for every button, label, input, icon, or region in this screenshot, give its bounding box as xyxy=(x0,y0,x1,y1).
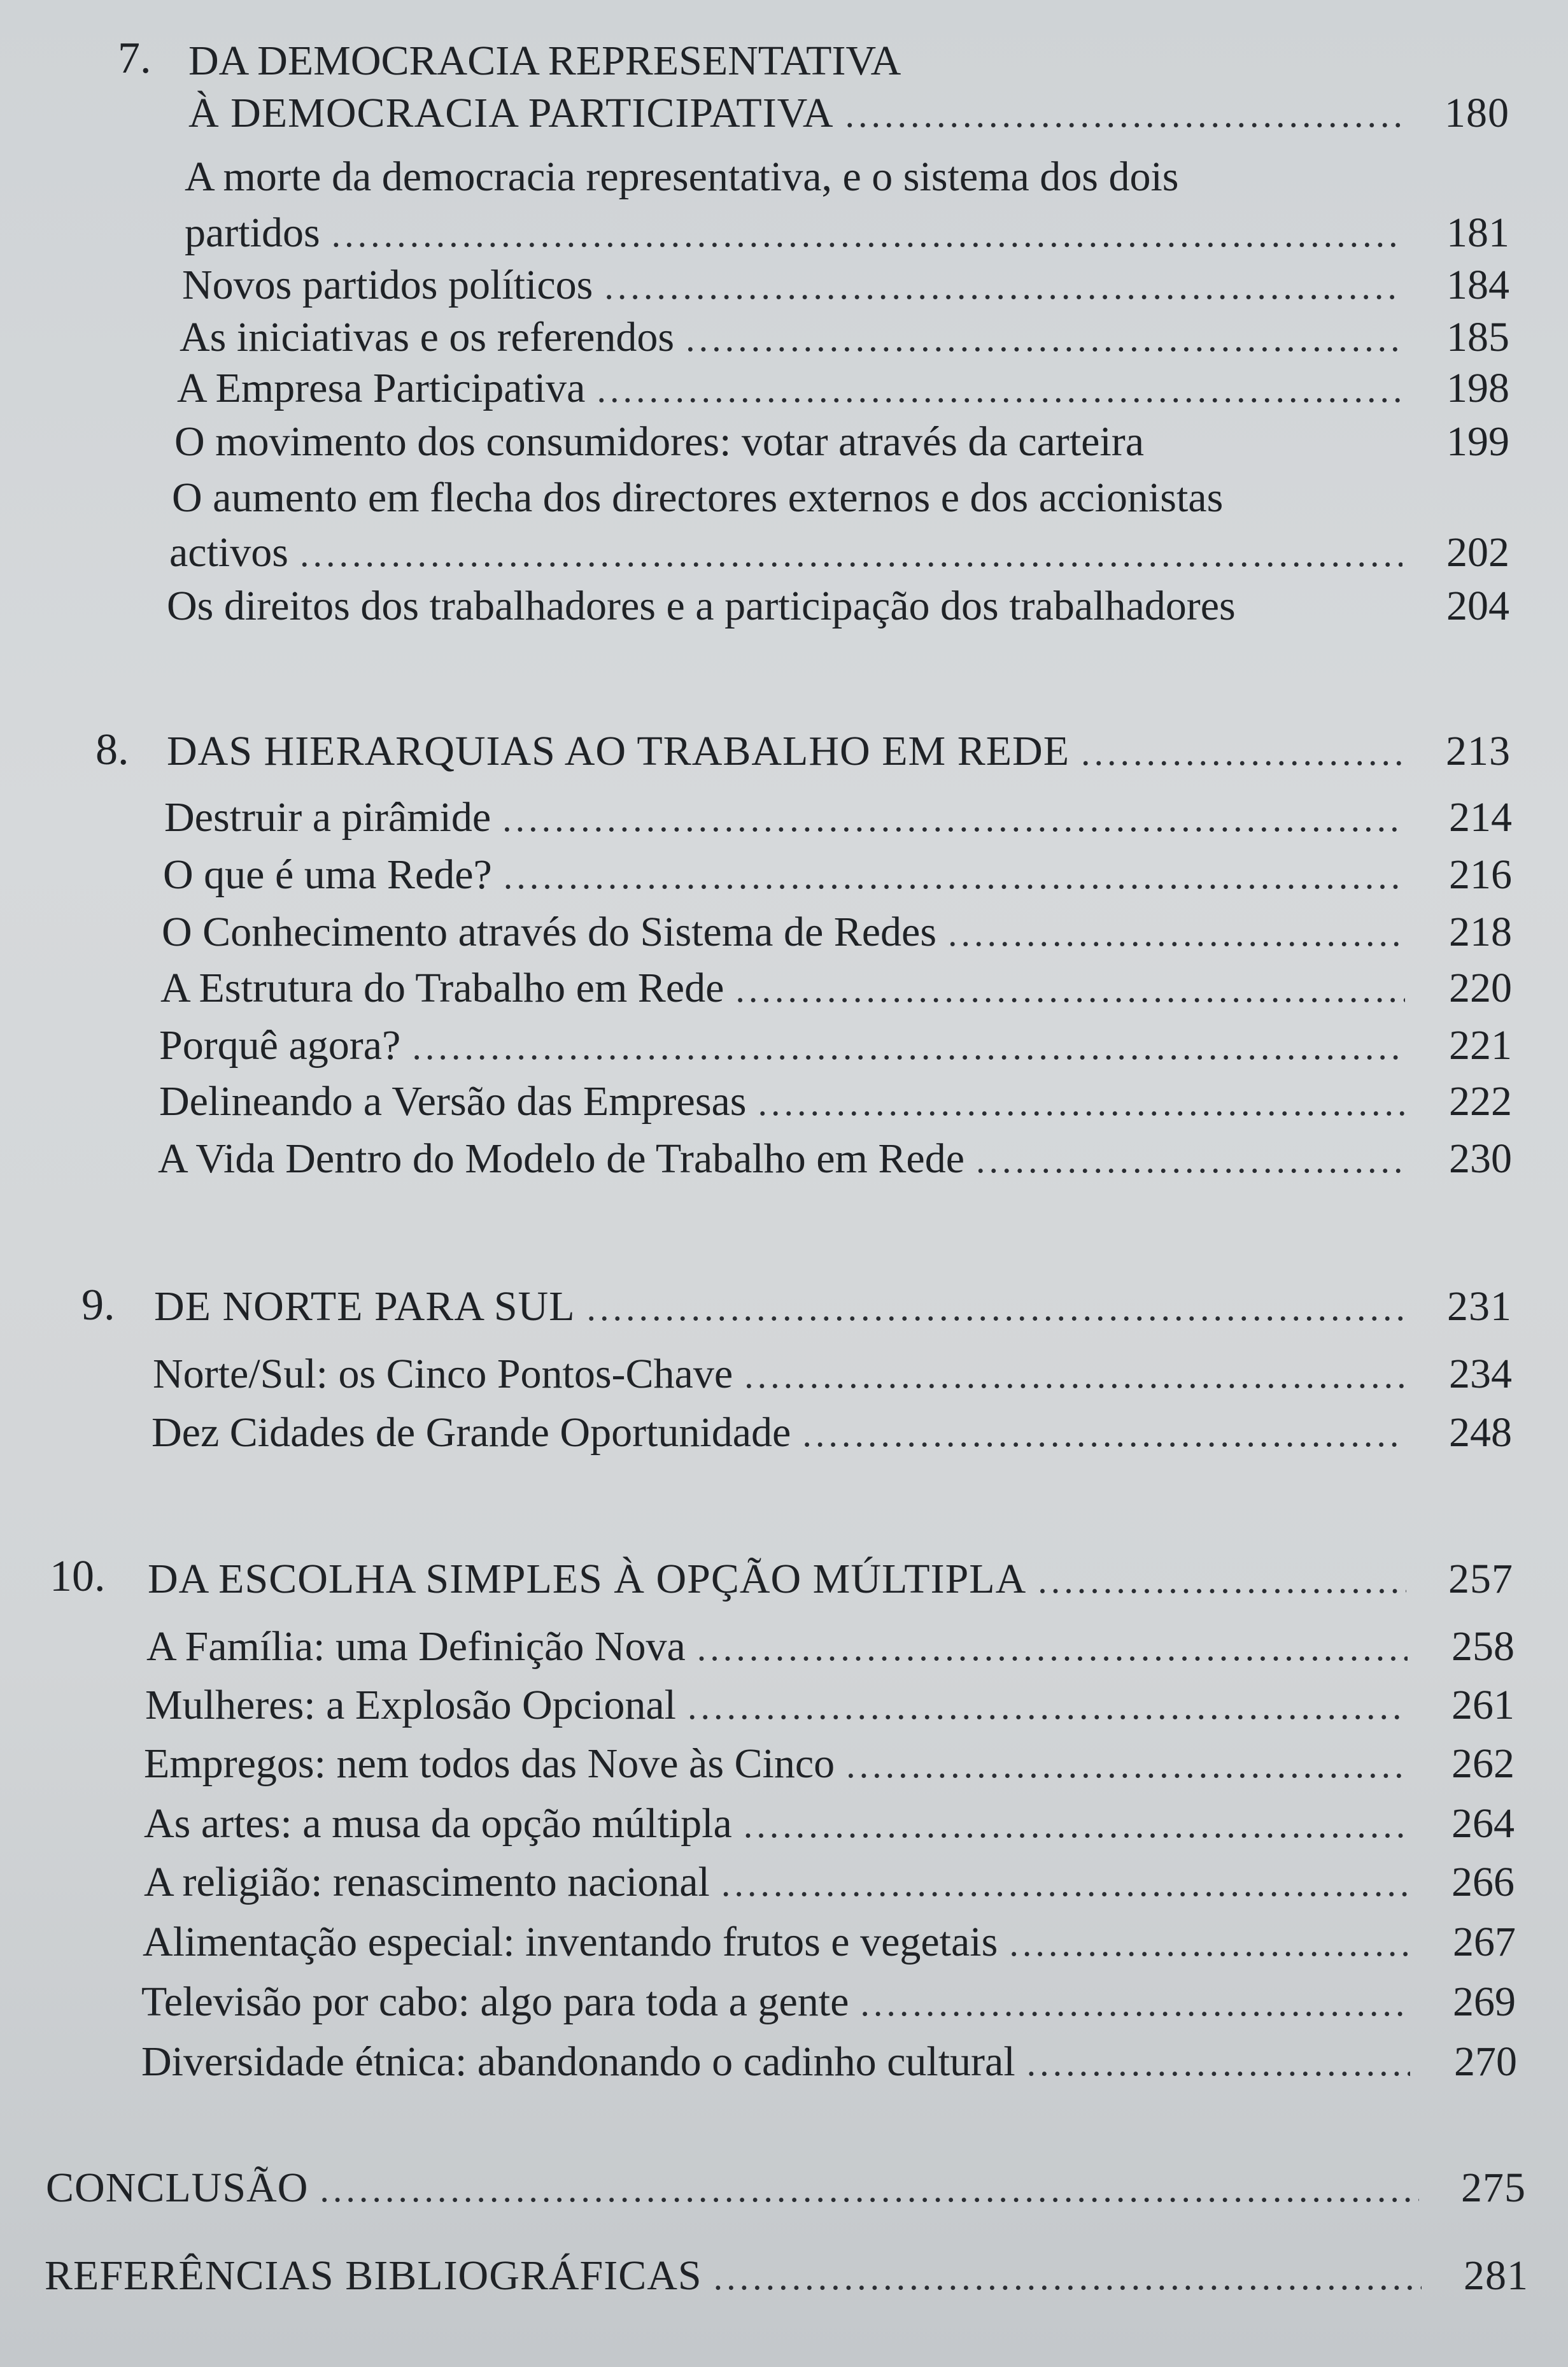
page-number: 231 xyxy=(1447,1283,1512,1330)
leader-dots xyxy=(320,2164,1419,2215)
entry-title: partidos xyxy=(185,210,320,256)
entry-title: A religião: renascimento nacional xyxy=(144,1859,710,1905)
chapter-title-line1: DA DEMOCRACIA REPRESENTATIVA xyxy=(188,38,901,84)
entry-title: Alimentação especial: inventando frutos e vegetais xyxy=(143,1919,998,1965)
toc-entry xyxy=(167,581,1509,633)
toc-entry xyxy=(164,792,1512,844)
page-number: 202 xyxy=(1446,529,1509,576)
entry-title: A Vida Dentro do Modelo de Trabalho em Rede xyxy=(158,1135,964,1182)
chapter-heading xyxy=(148,1554,1513,1606)
toc-entry xyxy=(141,2036,1517,2089)
toc-entry xyxy=(144,1857,1515,1909)
leader-dots xyxy=(1038,1555,1406,1606)
leader-dots xyxy=(697,1623,1408,1674)
toc-entry xyxy=(169,527,1509,579)
leader-dots xyxy=(860,1978,1409,2029)
chapter-title-line2: À DEMOCRACIA PARTICIPATIVA xyxy=(188,90,834,136)
page-number: 275 xyxy=(1461,2164,1526,2211)
leader-dots xyxy=(721,1858,1408,1909)
toc-entry xyxy=(159,1076,1512,1128)
toc-entry xyxy=(182,260,1509,312)
chapter-heading xyxy=(154,1281,1512,1333)
toc-entry xyxy=(144,1798,1515,1851)
page-number: 185 xyxy=(1446,314,1509,360)
entry-title: activos xyxy=(169,529,288,576)
chapter-title: DAS HIERARQUIAS AO TRABALHO EM REDE xyxy=(167,728,1070,774)
chapter-heading xyxy=(188,88,1509,140)
entry-title: As iniciativas e os referendos xyxy=(180,314,675,360)
entry-title: A Estrutura do Trabalho em Rede xyxy=(160,965,724,1011)
leader-dots xyxy=(714,2252,1422,2303)
leader-dots xyxy=(1081,727,1404,778)
entry-title: O que é uma Rede? xyxy=(163,851,492,898)
page-number: 199 xyxy=(1446,418,1509,465)
entry-title: Novos partidos políticos xyxy=(182,262,593,308)
leader-dots xyxy=(597,364,1402,415)
page-number: 258 xyxy=(1451,1623,1515,1670)
leader-dots xyxy=(846,1740,1408,1791)
leader-dots xyxy=(744,1800,1408,1851)
chapter-title: DA ESCOLHA SIMPLES À OPÇÃO MÚLTIPLA xyxy=(148,1556,1027,1602)
page-number: 262 xyxy=(1451,1740,1515,1787)
page-number: 213 xyxy=(1446,728,1511,774)
entry-title: A Empresa Participativa xyxy=(177,365,586,411)
chapter-heading xyxy=(167,726,1511,778)
leader-dots xyxy=(686,313,1402,364)
toc-entry xyxy=(185,208,1509,260)
leader-dots xyxy=(587,1283,1405,1333)
page-number: 221 xyxy=(1449,1022,1512,1069)
leader-dots xyxy=(300,529,1402,579)
entry-title: A Família: uma Definição Nova xyxy=(146,1623,686,1670)
entry-title: As artes: a musa da opção múltipla xyxy=(144,1800,732,1847)
leader-dots xyxy=(758,1077,1406,1128)
chapter-number: 8. xyxy=(95,725,129,774)
toc-entry-references xyxy=(45,2250,1529,2303)
entry-title: Porquê agora? xyxy=(159,1022,401,1069)
leader-dots xyxy=(688,1681,1408,1732)
entry-title: REFERÊNCIAS BIBLIOGRÁFICAS xyxy=(45,2252,702,2299)
toc-entry-line1: O aumento em flecha dos directores externos e dos accionistas xyxy=(172,474,1224,521)
page-number: 198 xyxy=(1446,365,1509,411)
page-number: 248 xyxy=(1449,1409,1512,1456)
page-number: 220 xyxy=(1449,965,1512,1011)
page-number: 269 xyxy=(1453,1979,1516,2025)
toc-entry xyxy=(143,1917,1516,1969)
toc-entry xyxy=(152,1407,1512,1460)
page-number: 267 xyxy=(1453,1919,1516,1965)
toc-entry xyxy=(163,849,1512,902)
page-number: 261 xyxy=(1451,1682,1515,1728)
entry-title: Diversidade étnica: abandonando o cadinho cultural xyxy=(141,2038,1015,2085)
toc-entry-line1: A morte da democracia representativa, e o sistema dos dois xyxy=(185,153,1179,200)
entry-title: Mulheres: a Explosão Opcional xyxy=(145,1682,676,1728)
leader-dots xyxy=(502,793,1405,844)
toc-entry xyxy=(158,1134,1512,1186)
chapter-number: 9. xyxy=(81,1281,115,1330)
page-number: 181 xyxy=(1446,210,1509,256)
toc-entry xyxy=(145,1680,1515,1732)
page-number: 218 xyxy=(1449,909,1512,955)
entry-title: O Conhecimento através do Sistema de Redes xyxy=(162,909,937,955)
leader-dots xyxy=(1027,2038,1410,2089)
entry-title: CONCLUSÃO xyxy=(46,2164,309,2211)
leader-dots xyxy=(802,1409,1405,1460)
leader-dots xyxy=(744,1350,1405,1401)
toc-entry xyxy=(146,1621,1515,1674)
toc-entry xyxy=(153,1349,1512,1401)
page-number: 266 xyxy=(1451,1859,1515,1905)
toc-entry xyxy=(141,1977,1516,2029)
leader-dots xyxy=(1009,1918,1409,1969)
page-number: 184 xyxy=(1446,262,1509,308)
leader-dots xyxy=(948,908,1405,959)
chapter-number: 7. xyxy=(118,34,152,83)
leader-dots xyxy=(332,209,1402,260)
leader-dots xyxy=(735,964,1405,1015)
toc-entry xyxy=(160,963,1512,1015)
entry-title: Delineando a Versão das Empresas xyxy=(159,1078,747,1125)
entry-title: Televisão por cabo: algo para toda a gente xyxy=(141,1979,849,2025)
entry-title: Dez Cidades de Grande Oportunidade xyxy=(152,1409,791,1456)
leader-dots xyxy=(412,1021,1405,1072)
entry-title: Os direitos dos trabalhadores e a participação dos trabalhadores xyxy=(167,583,1236,629)
chapter-number: 10. xyxy=(50,1552,106,1601)
page-number: 264 xyxy=(1451,1800,1515,1847)
toc-entry-conclusion xyxy=(46,2163,1526,2215)
leader-dots xyxy=(604,261,1402,312)
entry-title: Empregos: nem todos das Nove às Cinco xyxy=(144,1740,835,1787)
page-number: 234 xyxy=(1449,1351,1512,1397)
leader-dots xyxy=(504,851,1405,902)
entry-title: O movimento dos consumidores: votar através da carteira xyxy=(174,418,1145,465)
page-number: 180 xyxy=(1444,90,1509,136)
page-number: 216 xyxy=(1449,851,1512,898)
page-number: 270 xyxy=(1454,2038,1517,2085)
toc-entry xyxy=(162,907,1512,959)
toc-entry xyxy=(177,363,1509,415)
chapter-title: DE NORTE PARA SUL xyxy=(154,1283,576,1330)
toc-entry xyxy=(144,1738,1515,1791)
entry-title: Norte/Sul: os Cinco Pontos-Chave xyxy=(153,1351,733,1397)
toc-entry xyxy=(174,416,1509,469)
toc-entry xyxy=(180,312,1509,364)
page-number: 204 xyxy=(1446,583,1509,629)
entry-title: Destruir a pirâmide xyxy=(164,794,491,841)
page-number: 222 xyxy=(1449,1078,1512,1125)
page-number: 214 xyxy=(1449,794,1512,841)
page-number: 281 xyxy=(1464,2252,1529,2299)
page-number: 257 xyxy=(1448,1556,1513,1602)
leader-dots xyxy=(976,1135,1405,1186)
page-number: 230 xyxy=(1449,1135,1512,1182)
leader-dots xyxy=(845,89,1403,140)
toc-entry xyxy=(159,1020,1512,1072)
